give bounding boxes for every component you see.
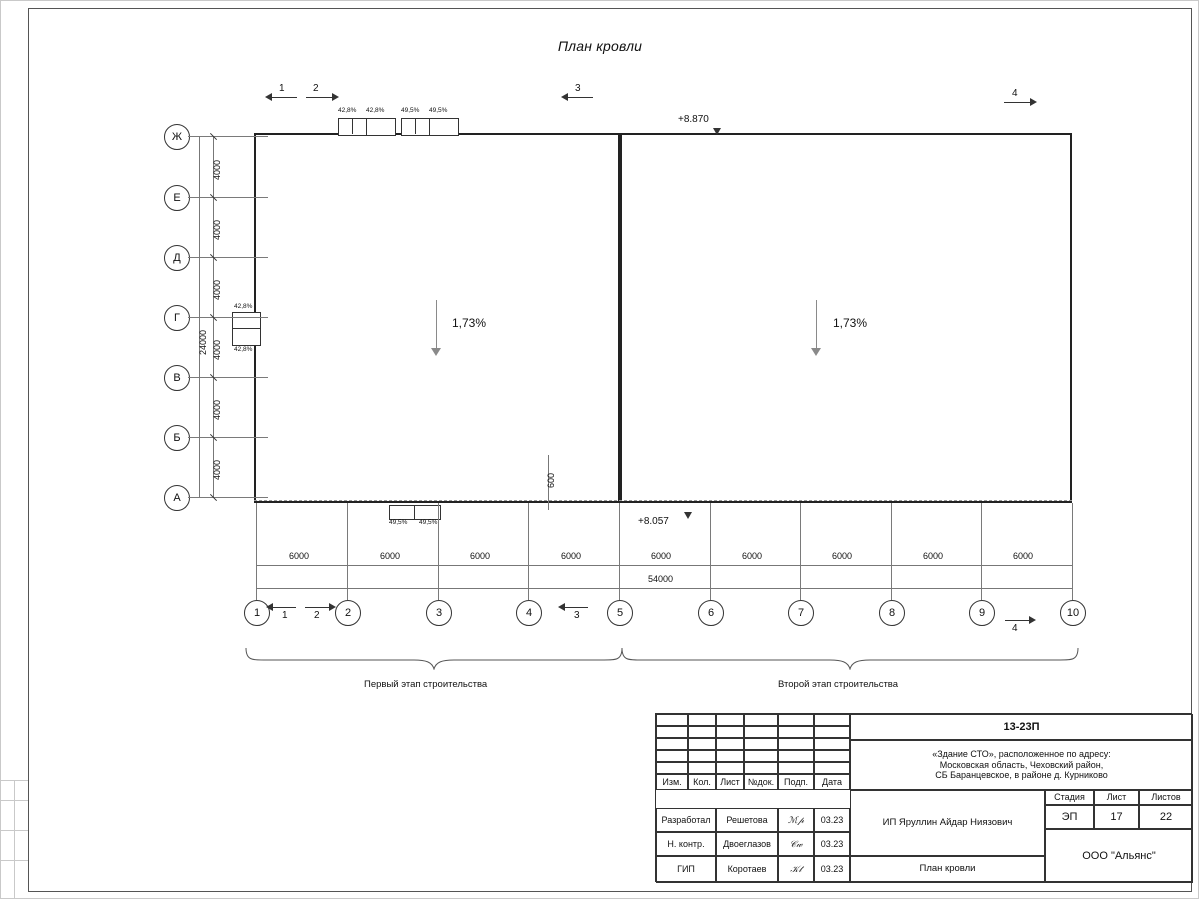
revision-grid [716,726,744,738]
section-mark-label: 4 [1012,88,1018,99]
section-mark-label: 1 [279,83,285,94]
slope-label-small: 42,8% [366,107,385,114]
axis-label: Д [173,252,181,264]
axis-line-vertical [891,503,892,600]
axis-marker-10 [1060,600,1086,626]
axis-line-vertical [528,503,529,600]
dimension-horizontal: 6000 [832,551,853,561]
revision-grid [778,750,814,762]
section-mark-line [271,97,297,98]
axis-line [188,257,268,258]
revision-grid [716,762,744,774]
section-arrow-icon [266,603,273,611]
section-arrow-icon [329,603,336,611]
section-arrow-icon [1030,98,1037,106]
axis-marker-3 [426,600,452,626]
axis-line [188,136,268,137]
sheet-value: 17 [1094,805,1139,829]
axis-line-vertical [619,503,620,600]
axis-label: 10 [1066,607,1080,619]
revision-grid [778,738,814,750]
dimension-horizontal: 6000 [742,551,763,561]
slope-label-small: 42,8% [234,346,253,353]
slope-label-small: 42,8% [234,303,253,310]
roof-area-stage-1 [254,133,620,503]
revision-grid [688,726,716,738]
object-description [850,740,1193,790]
section-mark-label: 1 [282,610,288,621]
page-title: План кровли [557,38,643,54]
left-margin-strip [0,0,28,899]
stage-header: Стадия [1045,790,1094,805]
revision-grid [814,738,850,750]
revision-grid [688,714,716,726]
axis-label: 7 [797,607,805,619]
revision-grid [716,750,744,762]
object-line-1: «Здание СТО», расположенное по адресу: [932,749,1111,760]
axis-line [188,197,268,198]
dimension-line-horizontal [256,565,1072,566]
revision-grid [814,750,850,762]
revision-grid [656,750,688,762]
elevation-marker [684,512,692,519]
stage-label-1: Первый этап строительства [364,679,488,690]
section-arrow-icon [561,93,568,101]
stage-value: ЭП [1045,805,1094,829]
section-mark-label: 3 [575,83,581,94]
object-line-2: Московская область, Чеховский район, [939,759,1104,770]
sheets-value: 22 [1139,805,1193,829]
revision-grid [744,762,778,774]
elevation-label: +8.057 [638,516,669,527]
date-field: 03.23 [814,808,850,832]
section-mark-label: 2 [313,83,319,94]
stage-brace [244,648,624,670]
revision-grid [656,714,688,726]
slope-label-small: 42,8% [338,107,357,114]
axis-line [188,317,268,318]
slope-label-small: 49,5% [419,519,438,526]
dimension-600: 600 [546,472,556,488]
axis-line-vertical [981,503,982,600]
axis-marker-7 [788,600,814,626]
column-header-kol: Кол. [688,774,716,790]
person-name: Решетова [716,808,778,832]
slope-arrow-line [816,300,817,350]
column-header-list: Лист [716,774,744,790]
roof-vent-block [414,505,441,520]
column-header-izm: Изм. [656,774,688,790]
axis-label: 5 [616,607,624,619]
roof-vent-block [232,328,261,346]
axis-marker-v [164,365,190,391]
revision-grid [716,714,744,726]
revision-grid [778,726,814,738]
revision-grid [688,762,716,774]
axis-label: 1 [253,607,261,619]
customer-name: ИП Яруллин Айдар Ниязович [850,790,1045,856]
roof-vent-block [338,118,368,136]
axis-marker-e [164,185,190,211]
section-mark-label: 3 [574,610,580,621]
revision-grid [716,738,744,750]
dimension-vertical: 4000 [212,339,222,360]
sheet-title: План кровли [850,856,1045,883]
revision-grid [744,714,778,726]
axis-label: В [173,372,181,384]
section-mark-line [272,607,296,608]
axis-label: Г [174,312,180,324]
elevation-marker [713,128,721,135]
slope-value: 1,73% [452,316,487,330]
revision-grid [656,726,688,738]
section-arrow-icon [558,603,565,611]
vent-divider [415,118,416,134]
axis-line [188,497,268,498]
company-name: ООО "Альянс" [1045,829,1193,883]
slope-value: 1,73% [833,316,868,330]
revision-grid [814,726,850,738]
person-name: Двоеглазов [716,832,778,856]
dimension-line-vertical-total [199,136,200,497]
dimension-vertical: 4000 [212,159,222,180]
dimension-vertical: 4000 [212,459,222,480]
dimension-horizontal: 6000 [380,551,401,561]
vent-divider [352,118,353,134]
section-mark-label: 2 [314,610,320,621]
stage-label-2: Второй этап строительства [778,679,899,690]
axis-line-vertical [710,503,711,600]
axis-line [188,377,268,378]
column-header-podp: Подп. [778,774,814,790]
revision-grid [778,762,814,774]
roof-vent-block [366,118,396,136]
axis-line-vertical [347,503,348,600]
signature-field: ℳ𝓅 [778,808,814,832]
role-label: ГИП [656,856,716,883]
dimension-horizontal-total: 54000 [648,574,674,584]
dimension-vertical: 4000 [212,279,222,300]
axis-label: Ж [171,131,183,143]
person-name: Коротаев [716,856,778,883]
roof-vent-block [401,118,431,136]
slope-arrow-head [431,348,441,356]
stage-brace [620,648,1080,670]
axis-marker-b [164,425,190,451]
revision-grid [656,738,688,750]
dimension-vertical: 4000 [212,219,222,240]
dimension-horizontal: 6000 [923,551,944,561]
sheet-header: Лист [1094,790,1139,805]
roof-vent-block [389,505,416,520]
column-header-ndok: №док. [744,774,778,790]
revision-grid [778,714,814,726]
axis-marker-g [164,305,190,331]
axis-label: 9 [978,607,986,619]
role-label: Разработал [656,808,716,832]
section-arrow-icon [265,93,272,101]
slope-label-small: 49,5% [389,519,408,526]
dimension-horizontal: 6000 [561,551,582,561]
dimension-vertical: 4000 [212,399,222,420]
axis-label: 3 [435,607,443,619]
revision-grid [744,738,778,750]
object-line-3: СБ Баранцевское, в районе д. Курниково [935,770,1108,781]
section-mark-line [564,607,588,608]
section-arrow-icon [332,93,339,101]
revision-grid [744,726,778,738]
axis-marker-a [164,485,190,511]
axis-marker-9 [969,600,995,626]
section-mark-line [1004,102,1030,103]
dimension-vertical-total: 24000 [198,329,208,355]
section-mark-label: 4 [1012,623,1018,634]
signature-field: 𝒞𝓌 [778,832,814,856]
axis-label: Е [173,192,181,204]
axis-label: 6 [707,607,715,619]
dimension-horizontal: 6000 [1013,551,1034,561]
roof-edge-dashed [254,500,1072,501]
axis-line [188,437,268,438]
signature-field: 𝒦𝓉 [778,856,814,883]
axis-marker-4 [516,600,542,626]
section-mark-line [567,97,593,98]
date-field: 03.23 [814,832,850,856]
revision-grid [814,714,850,726]
revision-grid [744,750,778,762]
axis-marker-d [164,245,190,271]
slope-label-small: 49,5% [401,107,420,114]
column-header-data: Дата [814,774,850,790]
revision-grid [688,750,716,762]
roof-vent-block [429,118,459,136]
revision-grid [688,738,716,750]
elevation-label: +8.870 [678,114,709,125]
slope-arrow-line [436,300,437,350]
slope-label-small: 49,5% [429,107,448,114]
project-code: 13-23П [850,714,1193,740]
axis-label: 8 [888,607,896,619]
axis-label: 2 [344,607,352,619]
axis-label: Б [173,432,181,444]
axis-line-vertical [438,503,439,600]
revision-grid [656,762,688,774]
axis-line-vertical [1072,503,1073,600]
date-field: 03.23 [814,856,850,883]
axis-marker-5 [607,600,633,626]
title-block [655,713,1192,882]
dimension-horizontal: 6000 [651,551,672,561]
revision-grid [814,762,850,774]
section-mark-line [305,607,329,608]
axis-label: А [173,492,181,504]
axis-marker-2 [335,600,361,626]
axis-marker-6 [698,600,724,626]
dimension-line-horizontal-total [256,588,1072,589]
role-label: Н. контр. [656,832,716,856]
axis-marker-zh [164,124,190,150]
section-arrow-icon [1029,616,1036,624]
axis-line-vertical [800,503,801,600]
slope-arrow-head [811,348,821,356]
section-mark-line [306,97,332,98]
section-mark-line [1005,620,1029,621]
axis-line-vertical [256,503,257,600]
sheets-header: Листов [1139,790,1193,805]
axis-label: 4 [525,607,533,619]
axis-marker-8 [879,600,905,626]
dimension-horizontal: 6000 [289,551,310,561]
dimension-horizontal: 6000 [470,551,491,561]
